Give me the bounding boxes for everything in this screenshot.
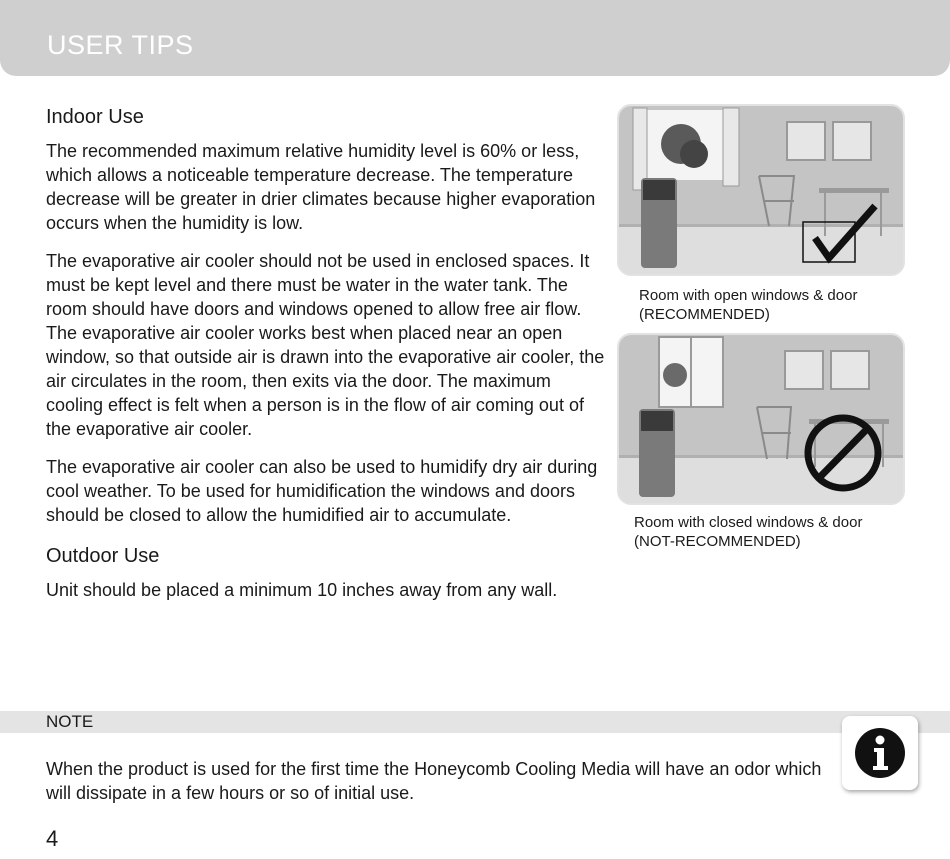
indoor-paragraph-2: The evaporative air cooler should not be used in enclosed spaces. It must be kept level and there must be water in the water tank. The room should have doors and windows opened to allow free air flow. The evaporative air cooler works best when placed near an open window, so that outside air is drawn into the evaporative air cooler, the air circulates in the room, then exits via the door. The maximum cooling effect is felt when a person is in the flow of air coming out of the evaporative air cooler. <box>46 251 605 439</box>
note-band <box>0 711 950 733</box>
page-header <box>0 0 950 76</box>
indoor-paragraph-3: The evaporative air cooler can also be used to humidify dry air during cool weather. To be used for humidification the windows and doors should be closed to allow the humidified air to accumulate. <box>46 457 598 525</box>
room-open-windows-image <box>617 104 905 276</box>
not-recommended-caption <box>634 513 862 551</box>
indoor-use-heading: Indoor Use <box>46 106 144 128</box>
caption-line: Room with closed windows & door <box>634 514 863 531</box>
indoor-paragraph-1: The recommended maximum relative humidity level is 60% or less, which allows a noticeable temperature decrease. The temperature decrease will be greater in drier climates because higher evaporation occurs when the humidity is low. <box>46 141 596 233</box>
page-number: 4 <box>46 826 59 851</box>
note-text: When the product is used for the first time the Honeycomb Cooling Media will have an odor which will dissipate in a few hours or so of initial use. <box>46 759 822 803</box>
caption-line: Room with open windows & door <box>639 287 858 304</box>
page-title: USER TIPS <box>47 30 194 60</box>
outdoor-paragraph: Unit should be placed a minimum 10 inches away from any wall. <box>46 580 558 600</box>
main-text-column <box>46 104 606 616</box>
recommended-caption <box>639 286 857 324</box>
info-icon <box>842 716 918 790</box>
room-closed-windows-image <box>617 333 905 505</box>
caption-line: (NOT-RECOMMENDED) <box>634 533 801 550</box>
caption-line: (RECOMMENDED) <box>639 306 770 323</box>
note-label: NOTE <box>46 712 94 731</box>
outdoor-use-heading: Outdoor Use <box>46 545 160 567</box>
